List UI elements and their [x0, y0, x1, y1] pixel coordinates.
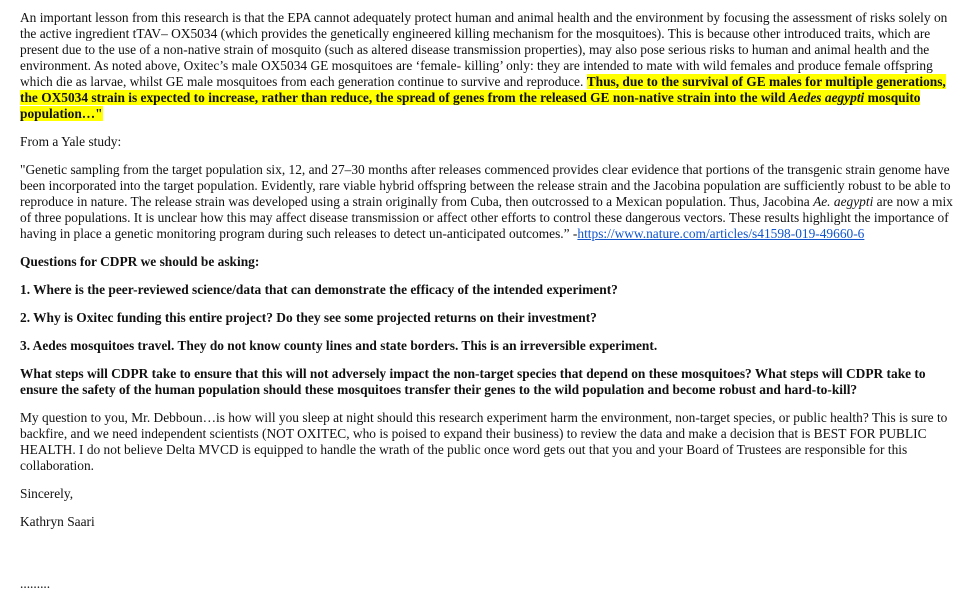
yale-study-quote-text-b: are now a mix of three populations. It is unclear how this may affect disease transmission or affect other efforts to control these dangerous vectors. These results highlight the importance of having in place a genetic monitoring program during such releases to detect un-anticipated outcomes.” - [20, 194, 953, 241]
yale-study-intro: From a Yale study: [20, 134, 122, 149]
question-1: 1. Where is the peer-reviewed science/data that can demonstrate the efficacy of the intended experiment? [20, 282, 618, 297]
highlighted-passage-text-a: Thus, due to the survival of GE males for multiple generations, the OX5034 strain is expected to increase, rather than reduce, the spread of genes from the released GE non-native strain into the wild [20, 74, 946, 105]
cutoff-line [20, 576, 60, 591]
nature-article-link[interactable]: https://www.nature.com/articles/s41598-019-49660-6 [577, 226, 865, 241]
closing-salutation: Sincerely, [20, 486, 74, 501]
highlighted-passage-text-b: mosquito population…" [20, 90, 921, 121]
highlighted-passage-species: Aedes aegypti [788, 90, 865, 105]
paragraph-epa-lesson-text: An important lesson from this research is that the EPA cannot adequately protect human and animal health and the environment by focusing the assessment of risks solely on the active ingredient tTAV– OX5034 (which provides the genetically engineered killing mechanism for the mosquitoes). This is because other introduced traits, which are present due to the use of a non-native strain of mosquito (such as altered disease transmission properties), may also pose serious risks to human and animal health and the environment. As noted above, Oxitec’s male OX5034 GE mosquitoes are ‘female- killing’ only: they are intended to mate with wild females and produce female offspring which die as larvae, whilst GE male mosquitoes from each generation continue to survive and reproduce. [20, 10, 948, 89]
question-3: 3. Aedes mosquitoes travel. They do not know county lines and state borders. This is an irreversible experiment. [20, 338, 658, 353]
letter-body [20, 10, 956, 530]
question-2: 2. Why is Oxitec funding this entire project? Do they see some projected returns on their investment? [20, 310, 597, 325]
cutoff-line-text: ......... [20, 576, 51, 591]
signature-name: Kathryn Saari [20, 514, 95, 529]
yale-study-quote-species: Ae. aegypti [813, 194, 874, 209]
yale-study-quote-text-a: "Genetic sampling from the target population six, 12, and 27–30 months after releases commenced provides clear evidence that portions of the transgenic strain genome have been incorporated into the target population. Evidently, rare viable hybrid offspring between the release strain and the Jacobina population are sufficiently robust to be able to reproduce in nature. The release strain was developed using a strain originally from Cuba, then outcrossed to a Mexican population. Thus, Jacobina [20, 162, 951, 209]
paragraph-debboun: My question to you, Mr. Debboun…is how will you sleep at night should this research experiment harm the environment, non-target species, or public health? This is sure to backfire, and we need independent scientists (NOT OXITEC, who is poised to expand their business) to review the data and make a decision that is BEST FOR PUBLIC HEALTH. I do not believe Delta MVCD is equipped to handle the wrath of the public once word gets out that you and your Board of Trustees are responsible for this collaboration. [20, 410, 948, 473]
yale-study-quote [20, 162, 956, 242]
question-steps: What steps will CDPR take to ensure that this will not adversely impact the non-target species that depend on these mosquitoes? What steps will CDPR take to ensure the safety of the human population should these mosquitoes transfer their genes to the wild population and become robust and hard-to-kill? [20, 366, 926, 397]
questions-heading: Questions for CDPR we should be asking: [20, 254, 260, 269]
paragraph-epa-lesson [20, 10, 956, 122]
